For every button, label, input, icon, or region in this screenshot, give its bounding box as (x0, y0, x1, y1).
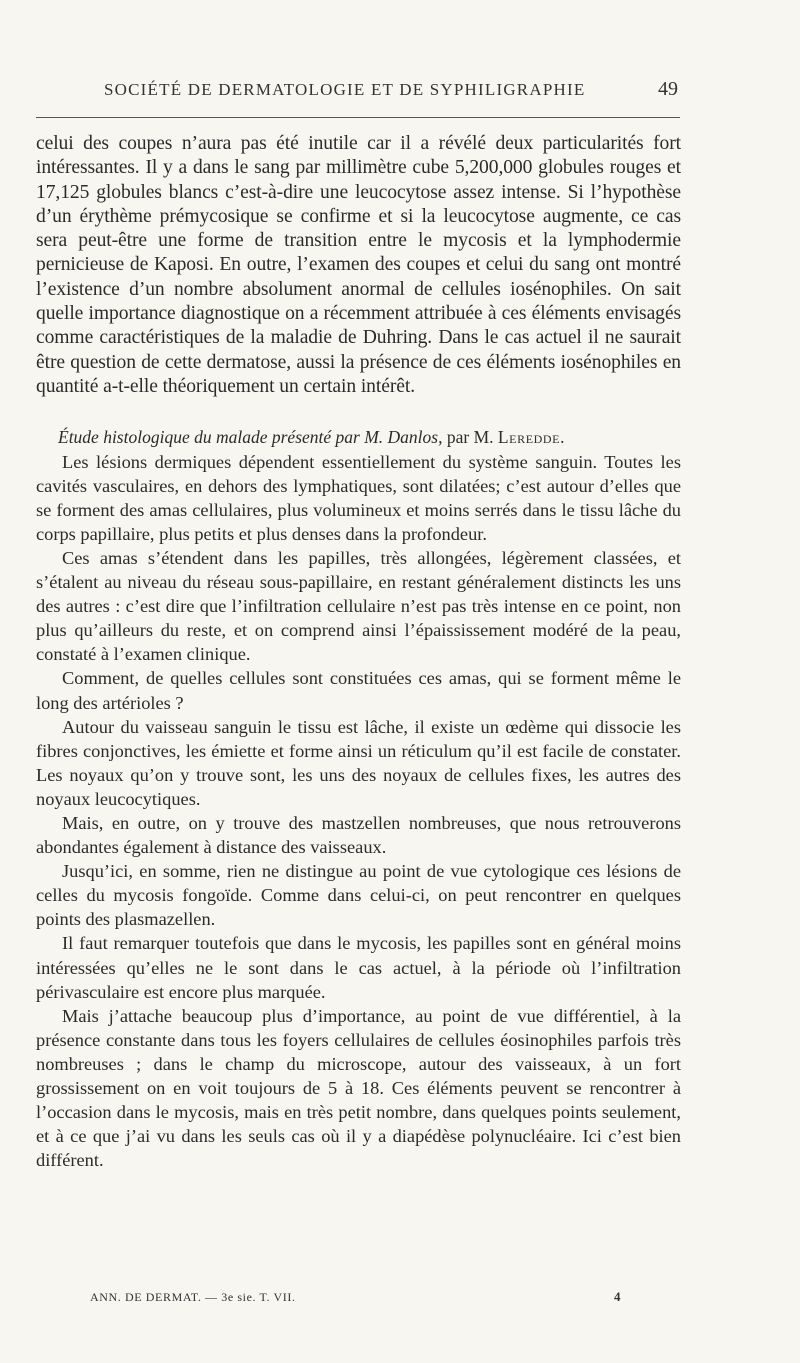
section-author: Leredde. (497, 427, 566, 448)
paragraph-continuation: celui des coupes n’aura pas été inutile car il a révélé deux particularités fort intéressantes. Il y a dans le sang par millimètre cube 5,200,000 globules rouges et 17,125 globules blancs c’est-à-dire une leucocytose assez intense. Si l’hypothèse d’un érythème prémycosique se confirme et si la leucocytose augmente, ce cas sera peut-être une forme de transition entre le mycosis et la lymphodermie pernicieuse de Kaposi. En outre, l’examen des coupes et celui du sang ont montré l’existence d’un nombre absolument anormal de cellules iosénophiles. On sait quelle importance diagnostique on a récemment attribuée à ces éléments envisagés comme caractéristiques de la maladie de Duhring. Dans le cas actuel il ne saurait être question de cette dermatose, aussi la présence de ces éléments iosénophiles en quantité a-t-elle théoriquement un certain intérêt. (36, 133, 681, 397)
paragraph: Jusqu’ici, en somme, rien ne distingue au point de vue cytologique ces lésions de celles du mycosis fongoïde. Comme dans celui-ci, on peut rencontrer en quelques points des plasmazellen. (36, 861, 681, 930)
journal-reference: ANN. DE DERMAT. — 3e sie. T. VII. (90, 1290, 296, 1304)
paragraph: Mais j’attache beaucoup plus d’importance, au point de vue différentiel, à la présence constante dans tous les foyers cellulaires de cellules éosinophiles parfois très nombreuses ; dans le champ du microscope, autour des vaisseaux, à un fort grossissement on en voit toujours de 5 à 18. Ces éléments peuvent se rencontrer à l’occasion dans le mycosis, mais en très petit nombre, dans quelques points seulement, et à ce que j’ai vu dans les seuls cas où il y a diapédèse polynucléaire. Ici c’est bien différent. (36, 1005, 681, 1171)
section-title: Étude histologique du malade présenté par M. Danlos, (58, 427, 443, 448)
paragraph: Mais, en outre, on y trouve des mastzellen nombreuses, que nous retrouverons abondantes également à distance des vaisseaux. (36, 812, 681, 858)
running-header (104, 78, 684, 102)
signature-mark: 4 (614, 1289, 622, 1304)
page-number: 49 (658, 78, 678, 100)
running-title: SOCIÉTÉ DE DERMATOLOGIE ET DE SYPHILIGRAPHIE (104, 80, 586, 99)
section-heading (36, 425, 681, 449)
paragraph: Il faut remarquer toutefois que dans le mycosis, les papilles sont en général moins intéressées qu’elles ne le sont dans le cas actuel, à la période où l’infiltration périvasculaire est encore plus marquée. (36, 933, 681, 1002)
section-body (36, 450, 681, 1173)
paragraph: Ces amas s’étendent dans les papilles, très allongées, légèrement classées, et s’étalent au niveau du réseau sous-papillaire, en restant généralement distincts les uns des autres : c’est dire que l’infiltration cellulaire n’est pas très intense en ce point, non plus qu’ailleurs du reste, et on comprend ainsi l’épaississement modéré de la peau, constaté à l’examen clinique. (36, 547, 681, 665)
header-rule (36, 117, 680, 118)
paragraph: Les lésions dermiques dépendent essentiellement du système sanguin. Toutes les cavités vasculaires, en dehors des lymphatiques, sont dilatées; c’est autour d’elles que se forment des amas cellulaires, plus volumineux et moins serrés dans le tissu lâche du corps papillaire, plus petits et plus denses dans la profondeur. (36, 451, 681, 544)
page-footer (90, 1290, 630, 1310)
section-by: par M. (446, 427, 494, 448)
paragraph: Comment, de quelles cellules sont constituées ces amas, qui se forment même le long des artérioles ? (36, 668, 681, 713)
body-text (36, 132, 681, 1172)
paragraph: Autour du vaisseau sanguin le tissu est lâche, il existe un œdème qui dissocie les fibres conjonctives, les émiette et forme ainsi un réticulum qu’il est facile de constater. Les noyaux qu’on y trouve sont, les uns des noyaux de cellules fixes, les autres des noyaux leucocytiques. (36, 716, 681, 809)
